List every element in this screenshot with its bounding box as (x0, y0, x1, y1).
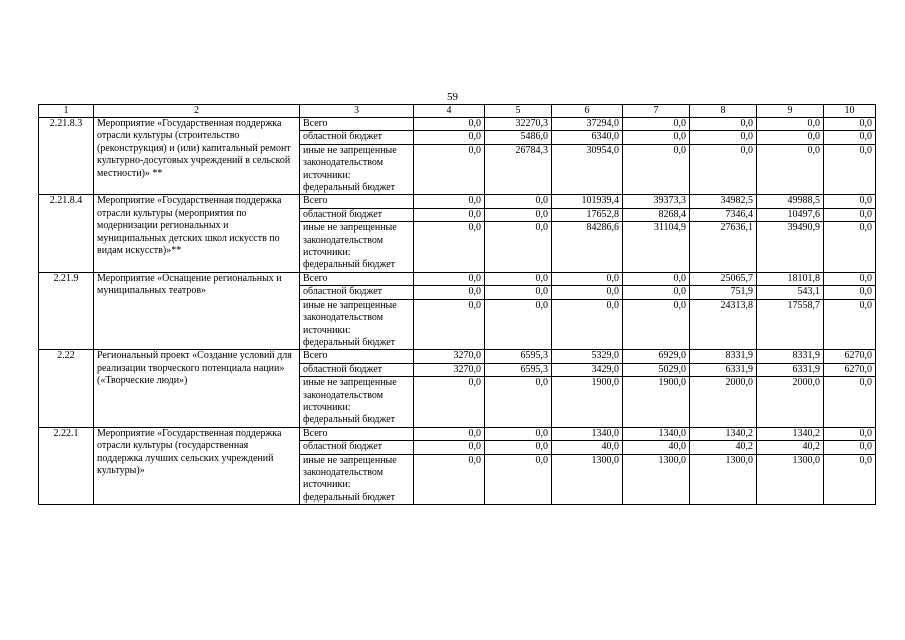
funding-source (300, 427, 414, 440)
funding-source-label: областной бюджет (303, 286, 383, 298)
funding-source-label: иные не запрещенные законодательством источники: (303, 377, 397, 413)
funding-source-sublabel: федеральный бюджет (303, 259, 396, 271)
funding-source-sublabel: федеральный бюджет (303, 182, 396, 194)
value-cell: 0,0 (824, 286, 876, 299)
section-title: Региональный проект «Создание условий для реализации творческого потенциала нации» («Творческие люди») (94, 350, 300, 427)
value-cell: 0,0 (414, 222, 485, 273)
value-cell: 0,0 (485, 208, 552, 221)
value-cell: 0,0 (485, 286, 552, 299)
section-code: 2.22.1 (39, 427, 94, 504)
value-cell: 6595,3 (485, 363, 552, 376)
value-cell: 0,0 (623, 144, 690, 195)
value-cell: 0,0 (824, 118, 876, 131)
value-cell: 0,0 (690, 131, 757, 144)
funding-source-label: областной бюджет (303, 363, 383, 375)
value-cell: 6929,0 (623, 350, 690, 363)
value-cell: 34982,5 (690, 195, 757, 208)
value-cell: 5486,0 (485, 131, 552, 144)
column-header: 10 (824, 105, 876, 118)
value-cell: 0,0 (414, 208, 485, 221)
table-row (39, 427, 876, 440)
value-cell: 26784,3 (485, 144, 552, 195)
value-cell: 3270,0 (414, 350, 485, 363)
funding-source (300, 195, 414, 208)
funding-source (300, 144, 414, 195)
value-cell: 0,0 (824, 144, 876, 195)
funding-source-label: Всего (303, 195, 328, 207)
value-cell: 0,0 (623, 131, 690, 144)
funding-source-label: Всего (303, 272, 328, 284)
value-cell: 0,0 (552, 286, 623, 299)
funding-source-label: Всего (303, 118, 328, 129)
section-code: 2.21.9 (39, 272, 94, 349)
value-cell: 0,0 (414, 454, 485, 505)
value-cell: 6270,0 (824, 363, 876, 376)
column-header: 2 (94, 105, 300, 118)
value-cell: 0,0 (824, 195, 876, 208)
value-cell: 31104,9 (623, 222, 690, 273)
funding-source (300, 377, 414, 428)
value-cell: 101939,4 (552, 195, 623, 208)
funding-source-label: иные не запрещенные законодательством источники: (303, 454, 397, 491)
value-cell: 10497,6 (757, 208, 824, 221)
value-cell: 2000,0 (757, 377, 824, 428)
budget-table (38, 104, 876, 505)
value-cell: 0,0 (824, 131, 876, 144)
value-cell: 0,0 (757, 131, 824, 144)
value-cell: 0,0 (485, 427, 552, 440)
funding-source (300, 272, 414, 285)
section-title: Мероприятие «Государственная поддержка отрасли культуры (мероприятия по модернизации региональных и муниципальных детских школ искусств по видам искусств)»** (94, 195, 300, 272)
value-cell: 0,0 (485, 377, 552, 428)
column-header: 5 (485, 105, 552, 118)
value-cell: 0,0 (414, 131, 485, 144)
value-cell: 49988,5 (757, 195, 824, 208)
value-cell: 0,0 (690, 144, 757, 195)
column-header: 3 (300, 105, 414, 118)
funding-source (300, 441, 414, 454)
value-cell: 0,0 (824, 299, 876, 350)
value-cell: 1900,0 (552, 377, 623, 428)
column-header: 4 (414, 105, 485, 118)
value-cell: 24313,8 (690, 299, 757, 350)
value-cell: 25065,7 (690, 272, 757, 285)
value-cell: 6595,3 (485, 350, 552, 363)
section-code: 2.21.8.3 (39, 118, 94, 195)
value-cell: 8331,9 (757, 350, 824, 363)
value-cell: 0,0 (414, 441, 485, 454)
value-cell: 0,0 (414, 286, 485, 299)
value-cell: 0,0 (824, 427, 876, 440)
value-cell: 0,0 (757, 118, 824, 131)
value-cell: 18101,8 (757, 272, 824, 285)
value-cell: 0,0 (623, 286, 690, 299)
value-cell: 32270,3 (485, 118, 552, 131)
value-cell: 0,0 (485, 272, 552, 285)
funding-source-label: областной бюджет (303, 441, 383, 453)
value-cell: 0,0 (824, 272, 876, 285)
value-cell: 0,0 (414, 272, 485, 285)
funding-source (300, 222, 414, 273)
funding-source (300, 286, 414, 299)
value-cell: 0,0 (690, 118, 757, 131)
value-cell: 5029,0 (623, 363, 690, 376)
value-cell: 0,0 (757, 144, 824, 195)
funding-source-label: областной бюджет (303, 131, 383, 143)
funding-source-sublabel: федеральный бюджет (303, 336, 396, 348)
value-cell: 8331,9 (690, 350, 757, 363)
header-row (39, 105, 876, 118)
funding-source-label: иные не запрещенные законодательством источники: (303, 222, 397, 259)
funding-source-label: иные не запрещенные законодательством источники: (303, 299, 397, 336)
value-cell: 40,2 (757, 441, 824, 454)
funding-source-label: иные не запрещенные законодательством источники: (303, 144, 397, 181)
value-cell: 0,0 (414, 118, 485, 131)
funding-source-label: Всего (303, 427, 328, 439)
section-title: Мероприятие «Государственная поддержка отрасли культуры (государственная поддержка лучших сельских учреждений культуры)» (94, 427, 300, 504)
value-cell: 0,0 (485, 299, 552, 350)
funding-source (300, 131, 414, 144)
funding-source (300, 350, 414, 363)
value-cell: 8268,4 (623, 208, 690, 221)
column-header: 7 (623, 105, 690, 118)
value-cell: 1300,0 (690, 454, 757, 505)
value-cell: 0,0 (623, 118, 690, 131)
value-cell: 751,9 (690, 286, 757, 299)
value-cell: 0,0 (414, 195, 485, 208)
value-cell: 2000,0 (690, 377, 757, 428)
section-code: 2.21.8.4 (39, 195, 94, 272)
value-cell: 84286,6 (552, 222, 623, 273)
value-cell: 40,0 (623, 441, 690, 454)
value-cell: 1340,0 (623, 427, 690, 440)
section-code: 2.22 (39, 350, 94, 427)
funding-source-sublabel: федеральный бюджет (303, 491, 396, 503)
value-cell: 5329,0 (552, 350, 623, 363)
section-title: Мероприятие «Оснащение региональных и муниципальных театров» (94, 272, 300, 349)
funding-source-sublabel: федеральный бюджет (303, 414, 396, 426)
value-cell: 3270,0 (414, 363, 485, 376)
page-number: 59 (447, 91, 458, 103)
column-header: 9 (757, 105, 824, 118)
value-cell: 3429,0 (552, 363, 623, 376)
table-row (39, 195, 876, 208)
value-cell: 1900,0 (623, 377, 690, 428)
value-cell: 6340,0 (552, 131, 623, 144)
value-cell: 0,0 (414, 299, 485, 350)
value-cell: 6331,9 (690, 363, 757, 376)
value-cell: 0,0 (414, 377, 485, 428)
value-cell: 1340,0 (552, 427, 623, 440)
value-cell: 0,0 (623, 272, 690, 285)
value-cell: 0,0 (552, 272, 623, 285)
value-cell: 0,0 (824, 208, 876, 221)
value-cell: 0,0 (623, 299, 690, 350)
section-title: Мероприятие «Государственная поддержка отрасли культуры (строительство (реконструкция) и (или) капитальный ремонт культурно-досуговых учреждений в сельской местности)» ** (94, 118, 300, 195)
table-row (39, 272, 876, 285)
value-cell: 39490,9 (757, 222, 824, 273)
value-cell: 6270,0 (824, 350, 876, 363)
value-cell: 0,0 (552, 299, 623, 350)
funding-source-label: областной бюджет (303, 208, 383, 220)
funding-source (300, 363, 414, 376)
value-cell: 40,0 (552, 441, 623, 454)
value-cell: 0,0 (824, 377, 876, 428)
value-cell: 40,2 (690, 441, 757, 454)
value-cell: 39373,3 (623, 195, 690, 208)
funding-source (300, 118, 414, 131)
funding-source (300, 208, 414, 221)
value-cell: 37294,0 (552, 118, 623, 131)
value-cell: 30954,0 (552, 144, 623, 195)
column-header: 6 (552, 105, 623, 118)
value-cell: 27636,1 (690, 222, 757, 273)
value-cell: 0,0 (824, 222, 876, 273)
funding-source-label: Всего (303, 350, 328, 362)
column-header: 1 (39, 105, 94, 118)
funding-source (300, 454, 414, 505)
value-cell: 0,0 (485, 222, 552, 273)
value-cell: 17652,8 (552, 208, 623, 221)
value-cell: 0,0 (414, 427, 485, 440)
value-cell: 1300,0 (757, 454, 824, 505)
value-cell: 543,1 (757, 286, 824, 299)
value-cell: 1340,2 (757, 427, 824, 440)
value-cell: 0,0 (485, 454, 552, 505)
value-cell: 6331,9 (757, 363, 824, 376)
value-cell: 1300,0 (623, 454, 690, 505)
funding-source (300, 299, 414, 350)
value-cell: 0,0 (485, 441, 552, 454)
value-cell: 0,0 (414, 144, 485, 195)
value-cell: 17558,7 (757, 299, 824, 350)
table-row (39, 350, 876, 363)
value-cell: 7346,4 (690, 208, 757, 221)
value-cell: 1340,2 (690, 427, 757, 440)
value-cell: 0,0 (824, 454, 876, 505)
value-cell: 0,0 (485, 195, 552, 208)
table-row (39, 118, 876, 131)
value-cell: 0,0 (824, 441, 876, 454)
column-header: 8 (690, 105, 757, 118)
value-cell: 1300,0 (552, 454, 623, 505)
